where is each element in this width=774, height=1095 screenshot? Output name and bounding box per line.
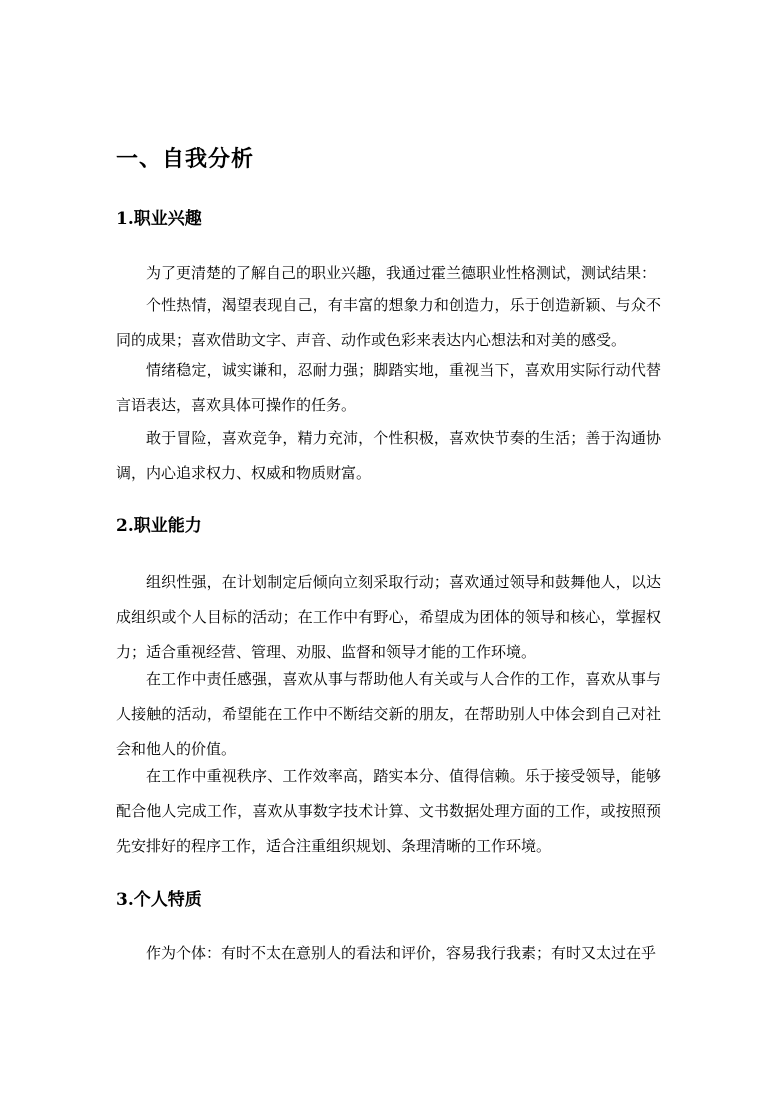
paragraph: 为了更清楚的了解自己的职业兴趣，我通过霍兰德职业性格测试，测试结果： — [146, 264, 657, 282]
paragraph: 作为个体：有时不太在意别人的看法和评价，容易我行我素；有时又太过在乎 — [146, 944, 657, 962]
paragraph: 在工作中重视秩序、工作效率高，踏实本分、值得信赖。乐于接受领导，能够配合他人完成工作，喜欢从事数字技术计算、文书数据处理方面的工作，或按照预先安排好的程序工作，适合注重组织规划、条理清晰的工作环境。 — [116, 767, 661, 855]
paragraph: 组织性强，在计划制定后倾向立刻采取行动；喜欢通过领导和鼓舞他人，以达成组织或个人目标的活动；在工作中有野心，希望成为团体的领导和核心，掌握权力；适合重视经营、管理、劝服、监督和领导才能的工作环境。 — [116, 573, 661, 661]
section-heading-personal-traits: 3.个人特质 — [116, 890, 202, 910]
paragraph: 个性热情，渴望表现自己，有丰富的想象力和创造力，乐于创造新颖、与众不同的成果；喜欢借助文字、声音、动作或色彩来表达内心想法和对美的感受。 — [116, 296, 661, 349]
paragraph: 敢于冒险，喜欢竞争，精力充沛，个性积极，喜欢快节奏的生活；善于沟通协调，内心追求权力、权威和物质财富。 — [116, 429, 661, 482]
page-title: 一、自我分析 — [116, 146, 255, 172]
paragraph: 在工作中责任感强，喜欢从事与帮助他人有关或与人合作的工作，喜欢从事与人接触的活动，希望能在工作中不断结交新的朋友，在帮助别人中体会到自己对社会和他人的价值。 — [116, 670, 661, 758]
paragraph: 情绪稳定，诚实谦和，忍耐力强；脚踏实地，重视当下，喜欢用实际行动代替言语表达，喜欢具体可操作的任务。 — [116, 361, 661, 414]
section-heading-career-interest: 1.职业兴趣 — [116, 209, 202, 229]
section-heading-career-ability: 2.职业能力 — [116, 516, 202, 536]
